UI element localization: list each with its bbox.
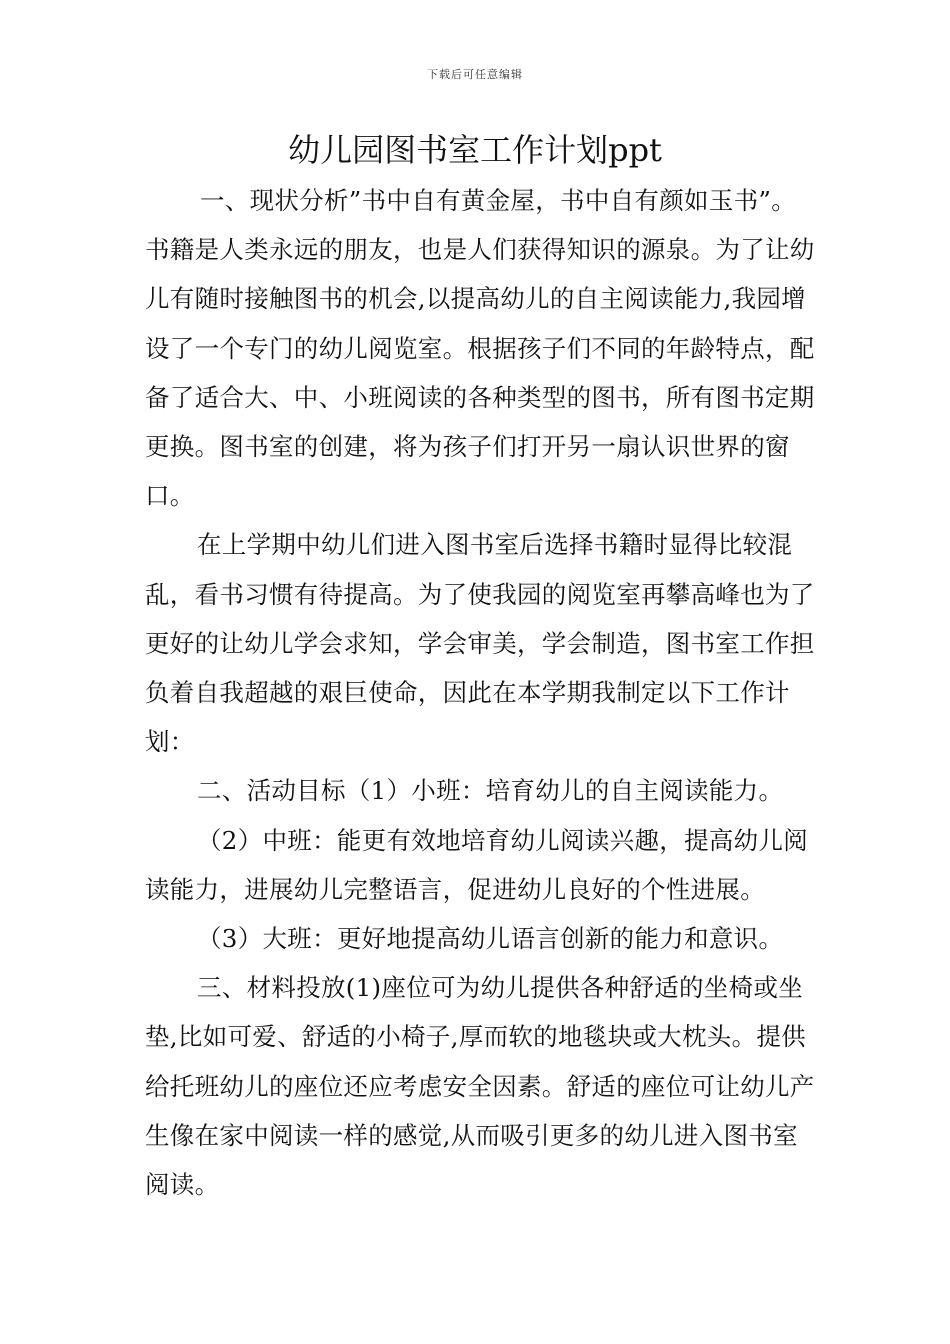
paragraph-status-analysis: 一、现状分析”书中自有黄金屋，书中自有颜如玉书”。书籍是人类永远的朋友，也是人们获得知识的源泉。为了让幼儿有随时接触图书的机会,以提高幼儿的自主阅读能力,我园增设了一个专门的幼儿阅览室。根据孩子们不同的年龄特点，配备了适合大、中、小班阅读的各种类型的图书，所有图书定期更换。图书室的创建，将为孩子们打开另一扇认识世界的窗口。	[145, 186, 815, 511]
paragraph-goal-small-class: 二、活动目标（1）小班：培育幼儿的自主阅读能力。	[197, 776, 784, 806]
paragraph-materials: 三、材料投放(1)座位可为幼儿提供各种舒适的坐椅或坐垫,比如可爱、舒适的小椅子,厚而软的地毯块或大枕头。提供给托班幼儿的座位还应考虑安全因素。舒适的座位可让幼儿产生像在家中阅读一样的感觉,从而吸引更多的幼儿进入图书室阅读。	[145, 973, 815, 1200]
paragraph-goal-large-class: （3）大班：更好地提高幼儿语言创新的能力和意识。	[197, 924, 784, 954]
paragraph-last-term: 在上学期中幼儿们进入图书室后选择书籍时显得比较混乱，看书习惯有待提高。为了使我园的阅览室再攀高峰也为了更好的让幼儿学会求知，学会审美，学会制造，图书室工作担负着自我超越的艰巨使命，因此在本学期我制定以下工作计划：	[145, 530, 815, 757]
document-title: 幼儿园图书室工作计划ppt	[288, 131, 662, 169]
paragraph-goal-middle-class: （2）中班：能更有效地培育幼儿阅读兴趣，提高幼儿阅读能力，进展幼儿完整语言，促进幼儿良好的个性进展。	[145, 825, 809, 904]
document-body	[145, 176, 815, 1209]
header-note: 下载后可任意编辑	[427, 68, 523, 81]
